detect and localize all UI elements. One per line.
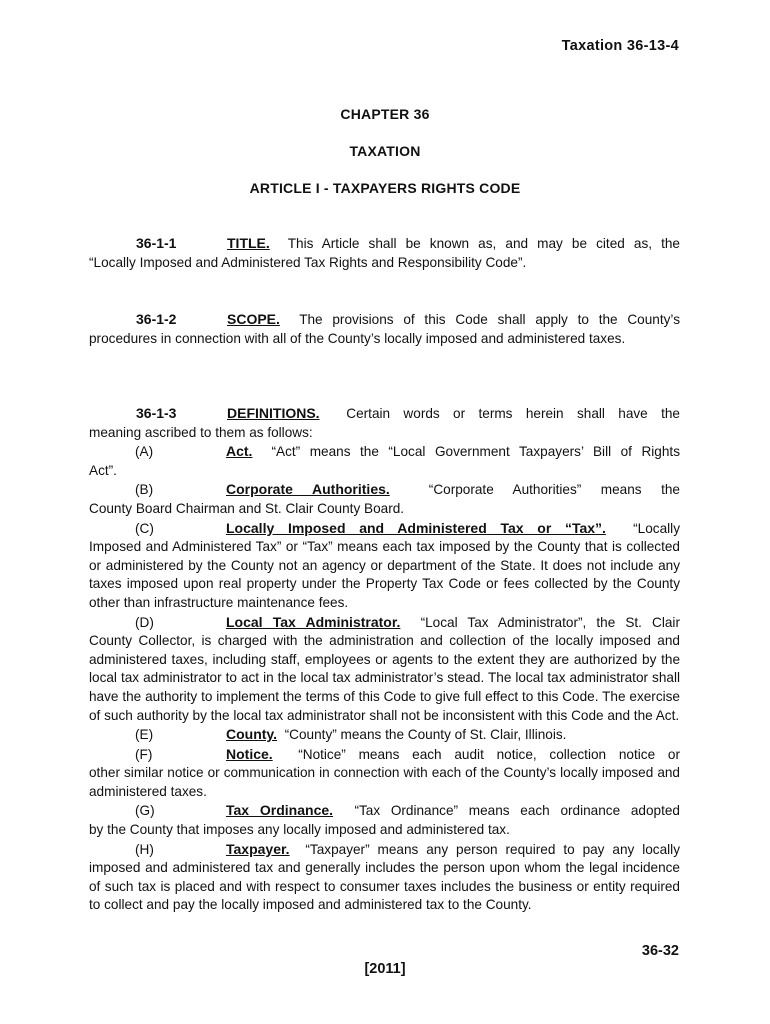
definition-letter: (A) xyxy=(135,444,154,460)
footer-year: [2011] xyxy=(364,961,406,977)
section-number: 36-1-1 xyxy=(136,235,177,251)
section-text: The provisions of this Code shall apply to the County’s xyxy=(299,312,680,327)
definition-text-continued: Act”. xyxy=(89,462,117,478)
definition-letter: (H) xyxy=(135,841,154,857)
definition-county xyxy=(89,725,680,745)
section-text: This Article shall be known as, and may be cited as, the xyxy=(287,236,680,251)
definition-text-continued: imposed and administered tax and generally includes the person upon whom the legal incidence of such tax is placed and with respect to consumer taxes includes the business or entity required to collect and pay the locally imposed and administered tax to the County. xyxy=(89,860,680,913)
definition-text-continued: County Board Chairman and St. Clair County Board. xyxy=(89,500,405,516)
definition-term: Locally Imposed and Administered Tax or “Tax”. xyxy=(226,519,606,536)
definition-text-continued: Imposed and Administered Tax” or “Tax” means each tax imposed by the County that is collected or administered by the County not an agency or department of the State. It does not include any taxes imposed upon real property under the Property Tax Code or fees collected by the County other than infrastructure maintenance fees. xyxy=(89,539,680,610)
section-number: 36-1-2 xyxy=(136,311,177,327)
definition-notice xyxy=(89,745,680,765)
page-number: 36-32 xyxy=(641,943,679,959)
chapter-name: TAXATION xyxy=(349,143,421,159)
section-scope xyxy=(89,310,680,348)
section-first-line xyxy=(89,404,680,424)
section-first-line xyxy=(89,234,680,254)
running-header: Taxation 36-13-4 xyxy=(561,38,679,54)
definition-term: Act. xyxy=(226,443,253,460)
definition-locally-imposed-tax xyxy=(89,519,680,539)
definition-term: Local Tax Administrator. xyxy=(226,613,401,630)
definition-taxpayer xyxy=(89,840,680,860)
definition-term: County. xyxy=(226,726,278,743)
section-heading: DEFINITIONS. xyxy=(227,405,320,421)
section-text-continued: “Locally Imposed and Administered Tax Rights and Responsibility Code”. xyxy=(89,254,527,270)
definition-letter: (F) xyxy=(135,746,153,762)
definition-text: “Locally xyxy=(633,520,680,536)
section-text-continued: meaning ascribed to them as follows: xyxy=(89,424,313,440)
definition-letter: (G) xyxy=(135,803,155,819)
definition-text: “Taxpayer” means any person required to pay any locally xyxy=(305,841,680,857)
chapter-label: CHAPTER 36 xyxy=(340,106,430,122)
definition-term: Tax Ordinance. xyxy=(226,802,334,819)
section-text-continued: procedures in connection with all of the County’s locally imposed and administered taxes. xyxy=(89,330,626,346)
article-title: ARTICLE I - TAXPAYERS RIGHTS CODE xyxy=(249,180,521,196)
section-definitions xyxy=(89,404,680,915)
section-number: 36-1-3 xyxy=(136,405,177,421)
definition-text: “Tax Ordinance” means each ordinance adopted xyxy=(354,803,680,819)
definition-text: “Act” means the “Local Government Taxpayers’ Bill of Rights xyxy=(271,444,680,460)
definition-letter: (E) xyxy=(135,727,154,743)
definition-letter: (D) xyxy=(135,614,154,630)
definition-term: Taxpayer. xyxy=(226,840,290,857)
section-first-line xyxy=(89,310,680,330)
section-heading: TITLE. xyxy=(227,235,270,251)
section-text: Certain words or terms herein shall have the xyxy=(346,406,680,421)
definition-text: “Notice” means each audit notice, collection notice or xyxy=(298,746,680,762)
definition-text: “County” means the County of St. Clair, Illinois. xyxy=(284,727,567,743)
definition-corporate-authorities xyxy=(89,480,680,500)
definition-text-continued: by the County that imposes any locally imposed and administered tax. xyxy=(89,822,510,838)
definition-act xyxy=(89,442,680,462)
definition-text: “Local Tax Administrator”, the St. Clair xyxy=(420,614,680,630)
section-title xyxy=(89,234,680,272)
definition-local-tax-administrator xyxy=(89,613,680,633)
definition-text: “Corporate Authorities” means the xyxy=(428,482,680,498)
definition-term: Notice. xyxy=(226,745,273,762)
definition-term: Corporate Authorities. xyxy=(226,481,390,498)
definition-tax-ordinance xyxy=(89,801,680,821)
definition-letter: (B) xyxy=(135,482,154,498)
section-heading: SCOPE. xyxy=(227,311,280,327)
definition-letter: (C) xyxy=(135,520,154,536)
definition-text-continued: County Collector, is charged with the administration and collection of the locally imposed and administered taxes, including staff, employees or agents to the extent they are authorized by the local tax administrator to act in the local tax administrator’s stead. The local tax administrator shall have the authority to implement the terms of this Code to give full effect to this Code. The exercise of such authority by the local tax administrator shall not be inconsistent with this Code and the Act. xyxy=(89,633,680,723)
definition-text-continued: other similar notice or communication in connection with each of the County’s locally imposed and administered taxes. xyxy=(89,765,680,799)
